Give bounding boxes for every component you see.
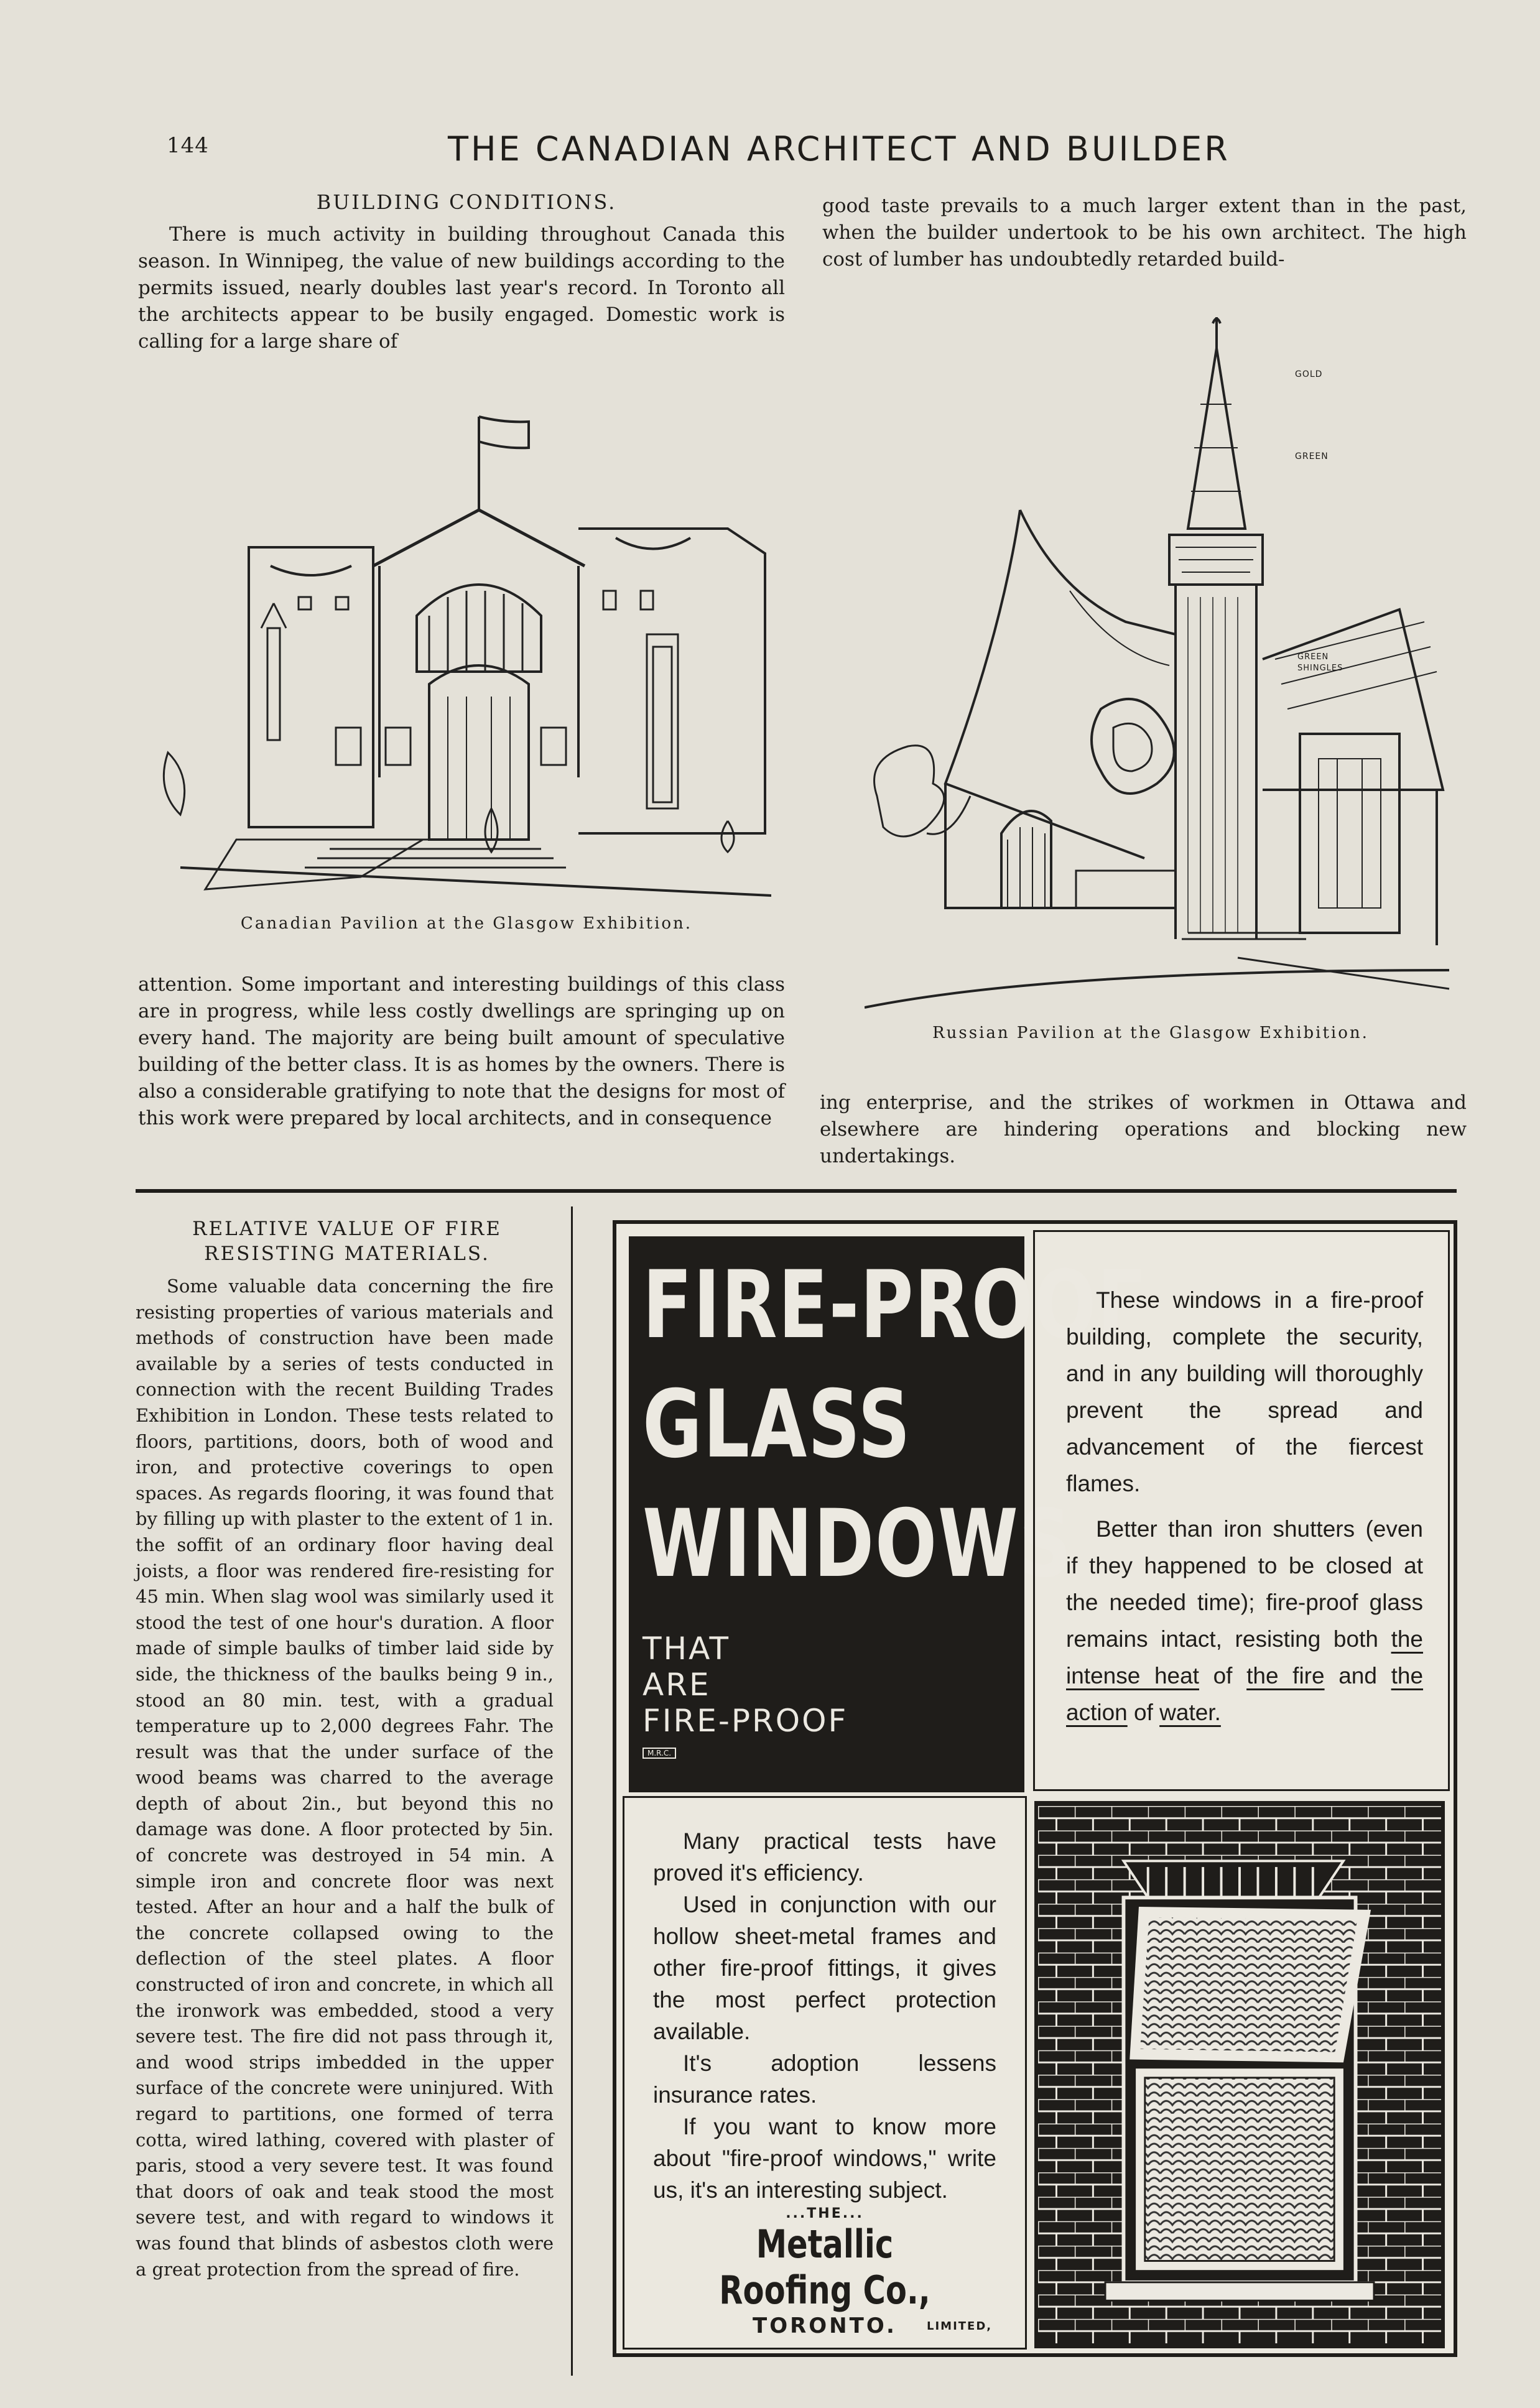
ad-signature: M.R.C. xyxy=(642,1748,676,1759)
russian-pavilion-illustration xyxy=(865,311,1462,1014)
building-conditions-bottom-right xyxy=(820,1090,1467,1170)
fire-proof-windows-advertisement xyxy=(613,1220,1457,2357)
building-conditions-top-left xyxy=(138,221,785,355)
note-gold: GOLD xyxy=(1295,369,1323,379)
ad-headline-line: GLASS xyxy=(642,1371,912,1479)
ad-paragraph: If you want to know more about "fire-proof windows," write us, it's an interesting subject. xyxy=(653,2114,996,2203)
ad-description-panel xyxy=(1033,1230,1450,1791)
building-conditions-bottom-left xyxy=(138,971,785,1132)
note-green: GREEN xyxy=(1295,452,1329,461)
ad-underlined-text: the fire xyxy=(1246,1663,1325,1688)
journal-title: THE CANADIAN ARCHITECT AND BUILDER xyxy=(448,129,1230,169)
building-conditions-top-right xyxy=(822,193,1467,273)
russian-pavilion-caption: Russian Pavilion at the Glasgow Exhibition. xyxy=(932,1024,1369,1042)
ad-text: of xyxy=(1134,1700,1153,1725)
ad-underlined-text: the intense heat xyxy=(1066,1626,1424,1688)
paragraph: attention. Some important and interesting buildings of this class are in progress, while less costly dwellings are springing up on every hand. The majority are being built amount of speculative building of the better class. It is as homes by the owners. There is also a considerable gratifying to note that the designs for most of this work were prepared by local architects, and in consequence xyxy=(138,973,785,1129)
ad-paragraph xyxy=(1066,1511,1423,1731)
ad-contact-panel xyxy=(623,1796,1027,2350)
section-divider xyxy=(136,1189,1457,1193)
ad-text: Better than iron shutters (even if they happened to be closed at the needed time); fire-proof glass remains intact, resisting both xyxy=(1066,1516,1423,1652)
ad-window-illustration xyxy=(1034,1801,1445,2348)
canadian-pavilion-illustration xyxy=(155,404,771,908)
ad-subhead-line: FIRE-PROOF xyxy=(642,1703,848,1739)
ad-headline-panel xyxy=(629,1236,1148,1792)
paragraph: ing enterprise, and the strikes of workmen in Ottawa and elsewhere are hindering operations and blocking new undertakings. xyxy=(820,1091,1467,1167)
ad-paragraph: Used in conjunction with our hollow sheet-metal frames and other fire-proof fittings, it gives the most perfect protection available. xyxy=(653,1892,996,2044)
page-number: 144 xyxy=(167,133,209,158)
ad-the-line: ...THE... xyxy=(786,2206,864,2221)
ad-headline-line: WINDOWS xyxy=(642,1490,1073,1598)
ad-limited: LIMITED, xyxy=(927,2320,993,2333)
paragraph: good taste prevails to a much larger extent than in the past, when the builder undertook to be his own architect. The high cost of lumber has undoubtedly retarded build- xyxy=(822,195,1467,271)
ad-underlined-text: the action xyxy=(1066,1663,1424,1725)
ad-underlined-text: water. xyxy=(1159,1700,1221,1725)
building-conditions-heading: BUILDING CONDITIONS. xyxy=(316,190,617,214)
ad-subhead-line: ARE xyxy=(642,1667,711,1703)
note-green-shingles: GREEN SHINGLES xyxy=(1297,652,1343,673)
paragraph: Some valuable data concerning the fire resisting properties of various materials and methods of construction have been made available by a series of tests conducted in connection with the recent Building Trades Exhibition in London. These tests related to floors, partitions, doors, both of wood and iron, and protective coverings to open spaces. As regards flooring, it was found that by filling up with plaster to the extent of 1 in. the soffit of an ordinary floor having deal joists, a floor was rendered fire-resisting for 45 min. When slag wool was similarly used it stood the test of one hour's duration. A floor made of simple baulks of timber laid side by side, the thickness of the baulks being 9 in., stood an 80 min. test, with a gradual temperature up to 2,000 degrees Fahr. The result was that the under surface of the wood beams was charred to the average depth of about 2in., but beyond this no damage was done. A floor protected by 5in. of concrete was destroyed in 54 min. A simple iron and concrete floor was next tested. After an hour and a half the bulk of the concrete collapsed owing to the deflection of the steel plates. A floor constructed of iron and concrete, in which all the ironwork was embedded, stood a very severe test. The fire did not pass through it, and wood strips imbedded in the upper surface of the concrete were uninjured. With regard to partitions, one formed of terra cotta, wired lathing, covered with plaster of paris, stood a very severe test. It was found that doors of oak and teak stood the most severe test, and with regard to windows it was found that blinds of asbestos cloth were a great protection from the spread of fire. xyxy=(136,1276,554,2280)
ad-paragraph: These windows in a fire-proof building, complete the security, and in any building will thoroughly prevent the spread and advancement of the fiercest flames. xyxy=(1066,1287,1423,1496)
ad-headline-line: FIRE-PROOF xyxy=(642,1251,1148,1359)
paragraph: There is much activity in building throughout Canada this season. In Winnipeg, the value of new buildings according to the permits issued, nearly doubles last year's record. In Toronto all the architects appear to be busily engaged. Domestic work is calling for a large share of xyxy=(138,223,785,353)
ad-paragraph: Many practical tests have proved it's efficiency. xyxy=(653,1828,996,1886)
ad-company-name: Metallic Roofing Co., xyxy=(719,2221,930,2313)
fire-article-body xyxy=(136,1274,554,2282)
canadian-pavilion-caption: Canadian Pavilion at the Glasgow Exhibition. xyxy=(240,914,693,933)
column-divider xyxy=(571,1206,573,2376)
ad-subhead-line: THAT xyxy=(642,1631,731,1667)
ad-address xyxy=(653,2313,996,2338)
fire-article-heading: RELATIVE VALUE OF FIRE RESISTING MATERIALS. xyxy=(192,1218,502,1265)
ad-city: TORONTO. xyxy=(753,2313,897,2338)
ad-text: and xyxy=(1338,1663,1377,1688)
ad-paragraph: It's adoption lessens insurance rates. xyxy=(653,2050,996,2108)
ad-text: of xyxy=(1213,1663,1233,1688)
